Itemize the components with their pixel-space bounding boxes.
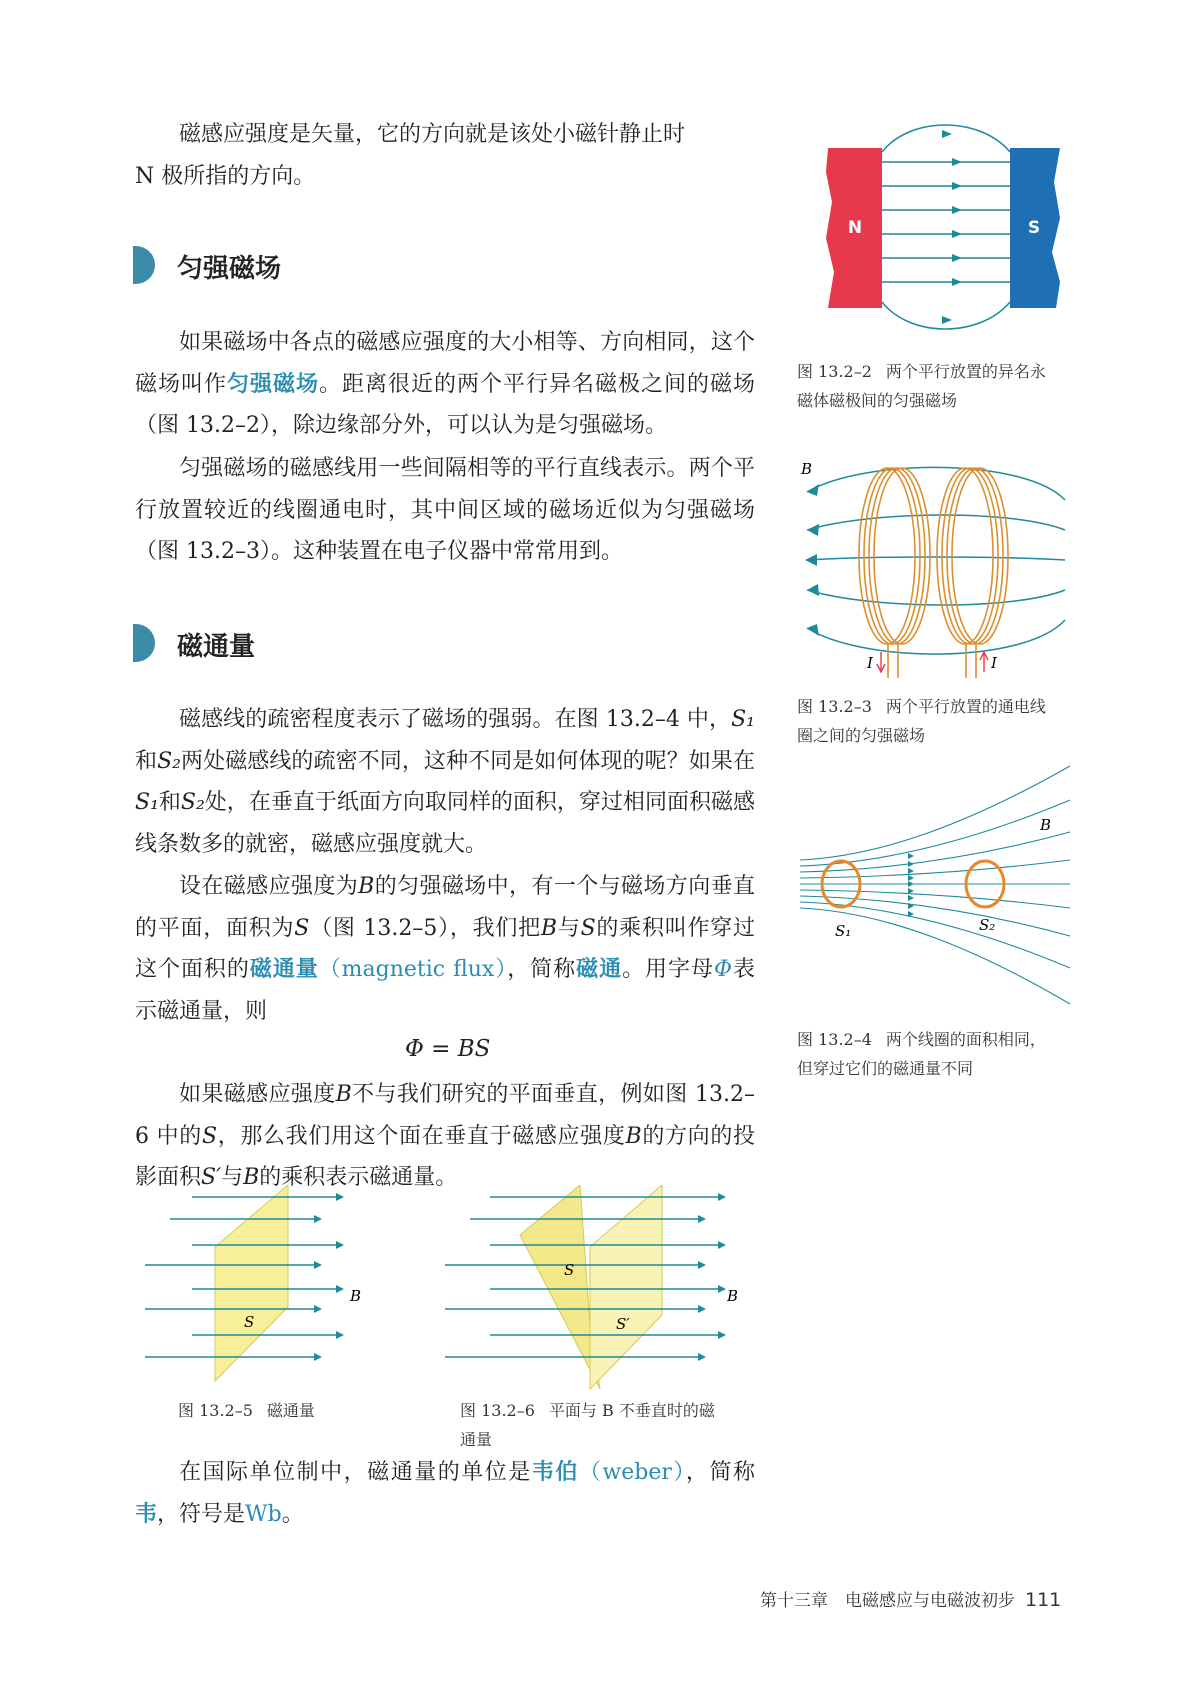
figure-13-2-6-tilted-flux	[440, 1185, 740, 1395]
text: 的方向的投影面积	[135, 1123, 755, 1190]
figure-number: 图 13.2–6	[460, 1401, 535, 1420]
caption-text: 通量	[460, 1430, 493, 1449]
symbol-b: B	[540, 915, 558, 941]
fringe-line	[882, 302, 1010, 329]
figure-13-2-3-coils	[795, 460, 1075, 680]
intro-text-1: 磁感应强度是矢量，它的方向就是该处小磁针静止时	[179, 122, 686, 147]
caption-text: 两个平行放置的异名永	[885, 362, 1046, 381]
projection-s-prime	[590, 1185, 662, 1389]
page-footer	[760, 1586, 1061, 1611]
text: ，符号是	[157, 1501, 246, 1527]
caption-fig-13-2-6	[460, 1396, 760, 1454]
caption-text: 两个平行放置的通电线	[885, 697, 1046, 716]
current-arrow-up-icon	[980, 652, 988, 672]
symbol-s: S	[294, 915, 310, 941]
symbol-b: B	[243, 1165, 260, 1190]
field-label-b: B	[1040, 816, 1052, 834]
field-arrows	[314, 1193, 344, 1361]
field-lines	[807, 467, 1065, 654]
chapter-title: 第十三章 电磁感应与电磁波初步	[760, 1591, 1015, 1611]
figure-number: 图 13.2–5	[178, 1401, 253, 1420]
text: ，简称	[685, 1460, 755, 1485]
figure-number: 图 13.2–4	[797, 1030, 872, 1049]
current-label-right: I	[991, 654, 997, 672]
section-title: 匀强磁场	[177, 254, 282, 284]
symbol-s: S	[201, 1123, 218, 1149]
symbol-b: B	[625, 1123, 642, 1149]
text: 的乘积表示磁通量。	[259, 1165, 458, 1190]
flux-formula: Φ = BS	[405, 1036, 491, 1062]
caption-text: 两个线圈的面积相同，	[885, 1030, 1046, 1049]
field-label-b: B	[801, 460, 813, 478]
text: 和	[135, 748, 158, 774]
symbol-s1: S₁	[731, 707, 755, 732]
section2-paragraph-2	[135, 866, 755, 1032]
section2-paragraph-3	[135, 1074, 755, 1199]
intro-line-1	[135, 114, 755, 156]
field-arrows	[698, 1193, 726, 1361]
field-label-b: B	[727, 1287, 739, 1305]
fringe-line	[882, 125, 1010, 152]
keyword-wei: 韦	[135, 1501, 158, 1527]
text: 表示磁通量，则	[135, 957, 755, 1024]
section1-paragraph-1	[135, 322, 755, 447]
figure-13-2-5-flux	[140, 1185, 380, 1385]
caption-fig-13-2-5	[178, 1396, 398, 1425]
projection-label-s-prime: S′	[616, 1315, 630, 1333]
current-arrow-down-icon	[877, 652, 885, 672]
text: 。用字母	[622, 957, 714, 982]
text: 。距离很近的两个平行异名磁极之间的磁场（图 13.2–2），除边缘部分外，可以认为是匀强磁场。	[135, 371, 755, 438]
field-arrows	[908, 853, 914, 917]
section-marker-icon	[133, 246, 155, 284]
text: 的乘积叫作穿过这个面积的	[135, 915, 755, 982]
left-coil	[859, 468, 930, 678]
symbol-s: S	[580, 915, 596, 941]
north-label: N	[847, 218, 863, 238]
caption-text: 但穿过它们的磁通量不同	[797, 1059, 974, 1078]
loop-label-s2: S₂	[979, 916, 996, 934]
field-lines	[882, 162, 1010, 282]
keyword-weber: 韦伯	[531, 1460, 579, 1485]
text: 在国际单位制中，磁通量的单位是	[179, 1460, 532, 1485]
plane-s	[520, 1185, 600, 1389]
section1-paragraph-2	[135, 448, 755, 573]
english-term: （magnetic flux）	[318, 957, 508, 982]
caption-fig-13-2-4	[797, 1025, 1087, 1083]
text: 两处磁感线的疏密不同，这种不同是如何体现的呢？如果在	[180, 748, 755, 774]
caption-text: 磁体磁极间的匀强磁场	[797, 391, 958, 410]
symbol-b: B	[358, 874, 375, 899]
text: （图 13.2–5），我们把	[309, 915, 541, 941]
page-number: 111	[1025, 1589, 1062, 1611]
figure-number: 图 13.2–3	[797, 697, 872, 716]
current-label-left: I	[867, 654, 873, 672]
south-label: S	[1027, 218, 1041, 238]
field-lines	[800, 766, 1070, 1004]
text: 匀强磁场的磁感线用一些间隔相等的平行直线表示。两个平行放置较近的线圈通电时，其中间区域的磁场近似为匀强磁场（图 13.2–3）。这种装置在电子仪器中常常用到。	[135, 456, 755, 564]
text: ，简称	[507, 957, 577, 982]
text: 处，在垂直于纸面方向取同样的面积，穿过相同面积磁感线条数多的就密，磁感应强度就大。	[135, 790, 755, 857]
plane-s	[215, 1185, 288, 1381]
symbol-b: B	[335, 1082, 352, 1107]
keyword-uniform-field: 匀强磁场	[227, 371, 319, 397]
symbol-s2: S₂	[180, 790, 205, 815]
intro-line-2	[135, 156, 755, 198]
keyword-flux: 磁通	[576, 957, 623, 982]
figure-number: 图 13.2–2	[797, 362, 872, 381]
caption-fig-13-2-3	[797, 692, 1087, 750]
symbol-s1: S₁	[135, 790, 159, 815]
unit-wb: Wb	[245, 1501, 282, 1527]
symbol-s-prime: S′	[201, 1165, 222, 1190]
section-marker-icon	[133, 624, 155, 662]
field-arrows	[805, 484, 819, 636]
figure-13-2-2-magnets	[820, 122, 1060, 332]
text: ，那么我们用这个面在垂直于磁感应强度	[217, 1123, 626, 1149]
section2-paragraph-4	[135, 1452, 755, 1535]
text: 如果磁感应强度	[179, 1082, 336, 1107]
intro-text-2: N 极所指的方向。	[135, 164, 316, 189]
text: 和	[158, 790, 181, 815]
figure-13-2-4-loops	[795, 760, 1075, 1020]
keyword-magnetic-flux: 磁通量	[249, 957, 319, 982]
right-coil	[937, 468, 1008, 678]
plane-label-s: S	[244, 1313, 255, 1331]
text: 设在磁感应强度为	[179, 874, 359, 899]
text: 磁感线的疏密程度表示了磁场的强弱。在图 13.2–4 中，	[179, 707, 732, 732]
caption-text: 磁通量	[266, 1401, 315, 1420]
field-label-b: B	[350, 1287, 362, 1305]
loop-label-s1: S₁	[835, 922, 852, 940]
english-term: （weber）	[578, 1460, 686, 1485]
caption-fig-13-2-2	[797, 357, 1087, 415]
field-arrows	[942, 130, 962, 324]
caption-text: 圈之间的匀强磁场	[797, 726, 926, 745]
caption-text: 平面与 B 不垂直时的磁	[548, 1401, 715, 1420]
plane-label-s: S	[564, 1261, 575, 1279]
section-title: 磁通量	[177, 632, 256, 662]
text: 如果磁场中各点的磁感应强度的大小相等、方向相同，这个磁场叫作	[135, 330, 755, 397]
symbol-s2: S₂	[157, 748, 181, 774]
symbol-phi: Φ	[713, 957, 732, 982]
text: 不与我们研究的平面垂直，例如图 13.2–6 中的	[135, 1082, 755, 1149]
text: 与	[557, 915, 581, 941]
text: 。	[281, 1501, 304, 1527]
section2-paragraph-1	[135, 699, 755, 865]
text: 的匀强磁场中，有一个与磁场方向垂直的平面，面积为	[135, 874, 755, 941]
text: 与	[221, 1165, 244, 1190]
